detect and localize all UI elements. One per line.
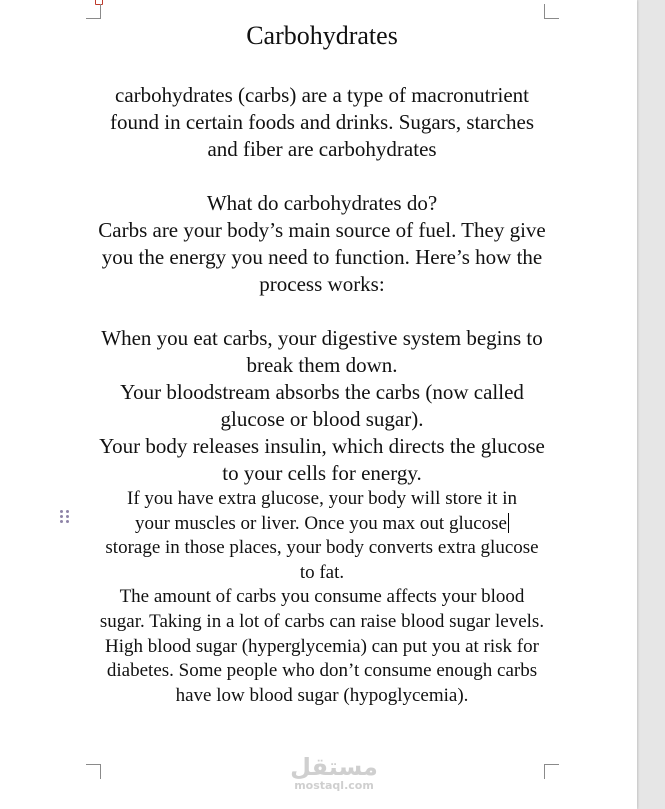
step-4-line-1: If you have extra glucose, your body will store it in: [127, 488, 517, 509]
crop-mark-top-right: [544, 4, 559, 19]
step-paragraph-4[interactable]: [96, 487, 548, 585]
step-4-rest: storage in those places, your body converts extra glucose to fat.: [105, 537, 539, 583]
crop-mark-top-left: [86, 4, 101, 19]
question-heading[interactable]: What do carbohydrates do?: [206, 191, 438, 215]
step-paragraph-3[interactable]: Your body releases insulin, which directs the glucose to your cells for energy.: [99, 434, 545, 485]
watermark-logo: [288, 754, 380, 792]
amount-paragraph[interactable]: The amount of carbs you consume affects your blood sugar. Taking in a lot of carbs can raise blood sugar levels. High blood sugar (hyperglycemia) can put you at risk for diabetes. Some people who don’t consume enough carbs have low blood sugar (hypoglycemia).: [99, 586, 545, 706]
text-caret: [508, 513, 509, 533]
watermark-logo-text: مستقل: [290, 753, 378, 781]
answer-paragraph[interactable]: Carbs are your body’s main source of fuel. They give you the energy you need to function. Here’s how the process works:: [98, 218, 546, 296]
step-paragraph-1[interactable]: When you eat carbs, your digestive system begins to break them down.: [101, 326, 543, 377]
document-body[interactable]: [96, 20, 548, 708]
intro-paragraph[interactable]: carbohydrates (carbs) are a type of macronutrient found in certain foods and drinks. Sugars, starches and fiber are carbohydrates: [110, 83, 534, 161]
step-paragraph-2[interactable]: Your bloodstream absorbs the carbs (now called glucose or blood sugar).: [120, 380, 524, 431]
crop-mark-bottom-right: [544, 764, 559, 779]
crop-mark-bottom-left: [86, 764, 101, 779]
document-title[interactable]: Carbohydrates: [246, 21, 398, 50]
step-4-line-2: your muscles or liver. Once you max out glucose: [134, 512, 507, 534]
watermark-url: mostaql.com: [294, 779, 374, 792]
drag-handle-icon[interactable]: [60, 510, 70, 526]
